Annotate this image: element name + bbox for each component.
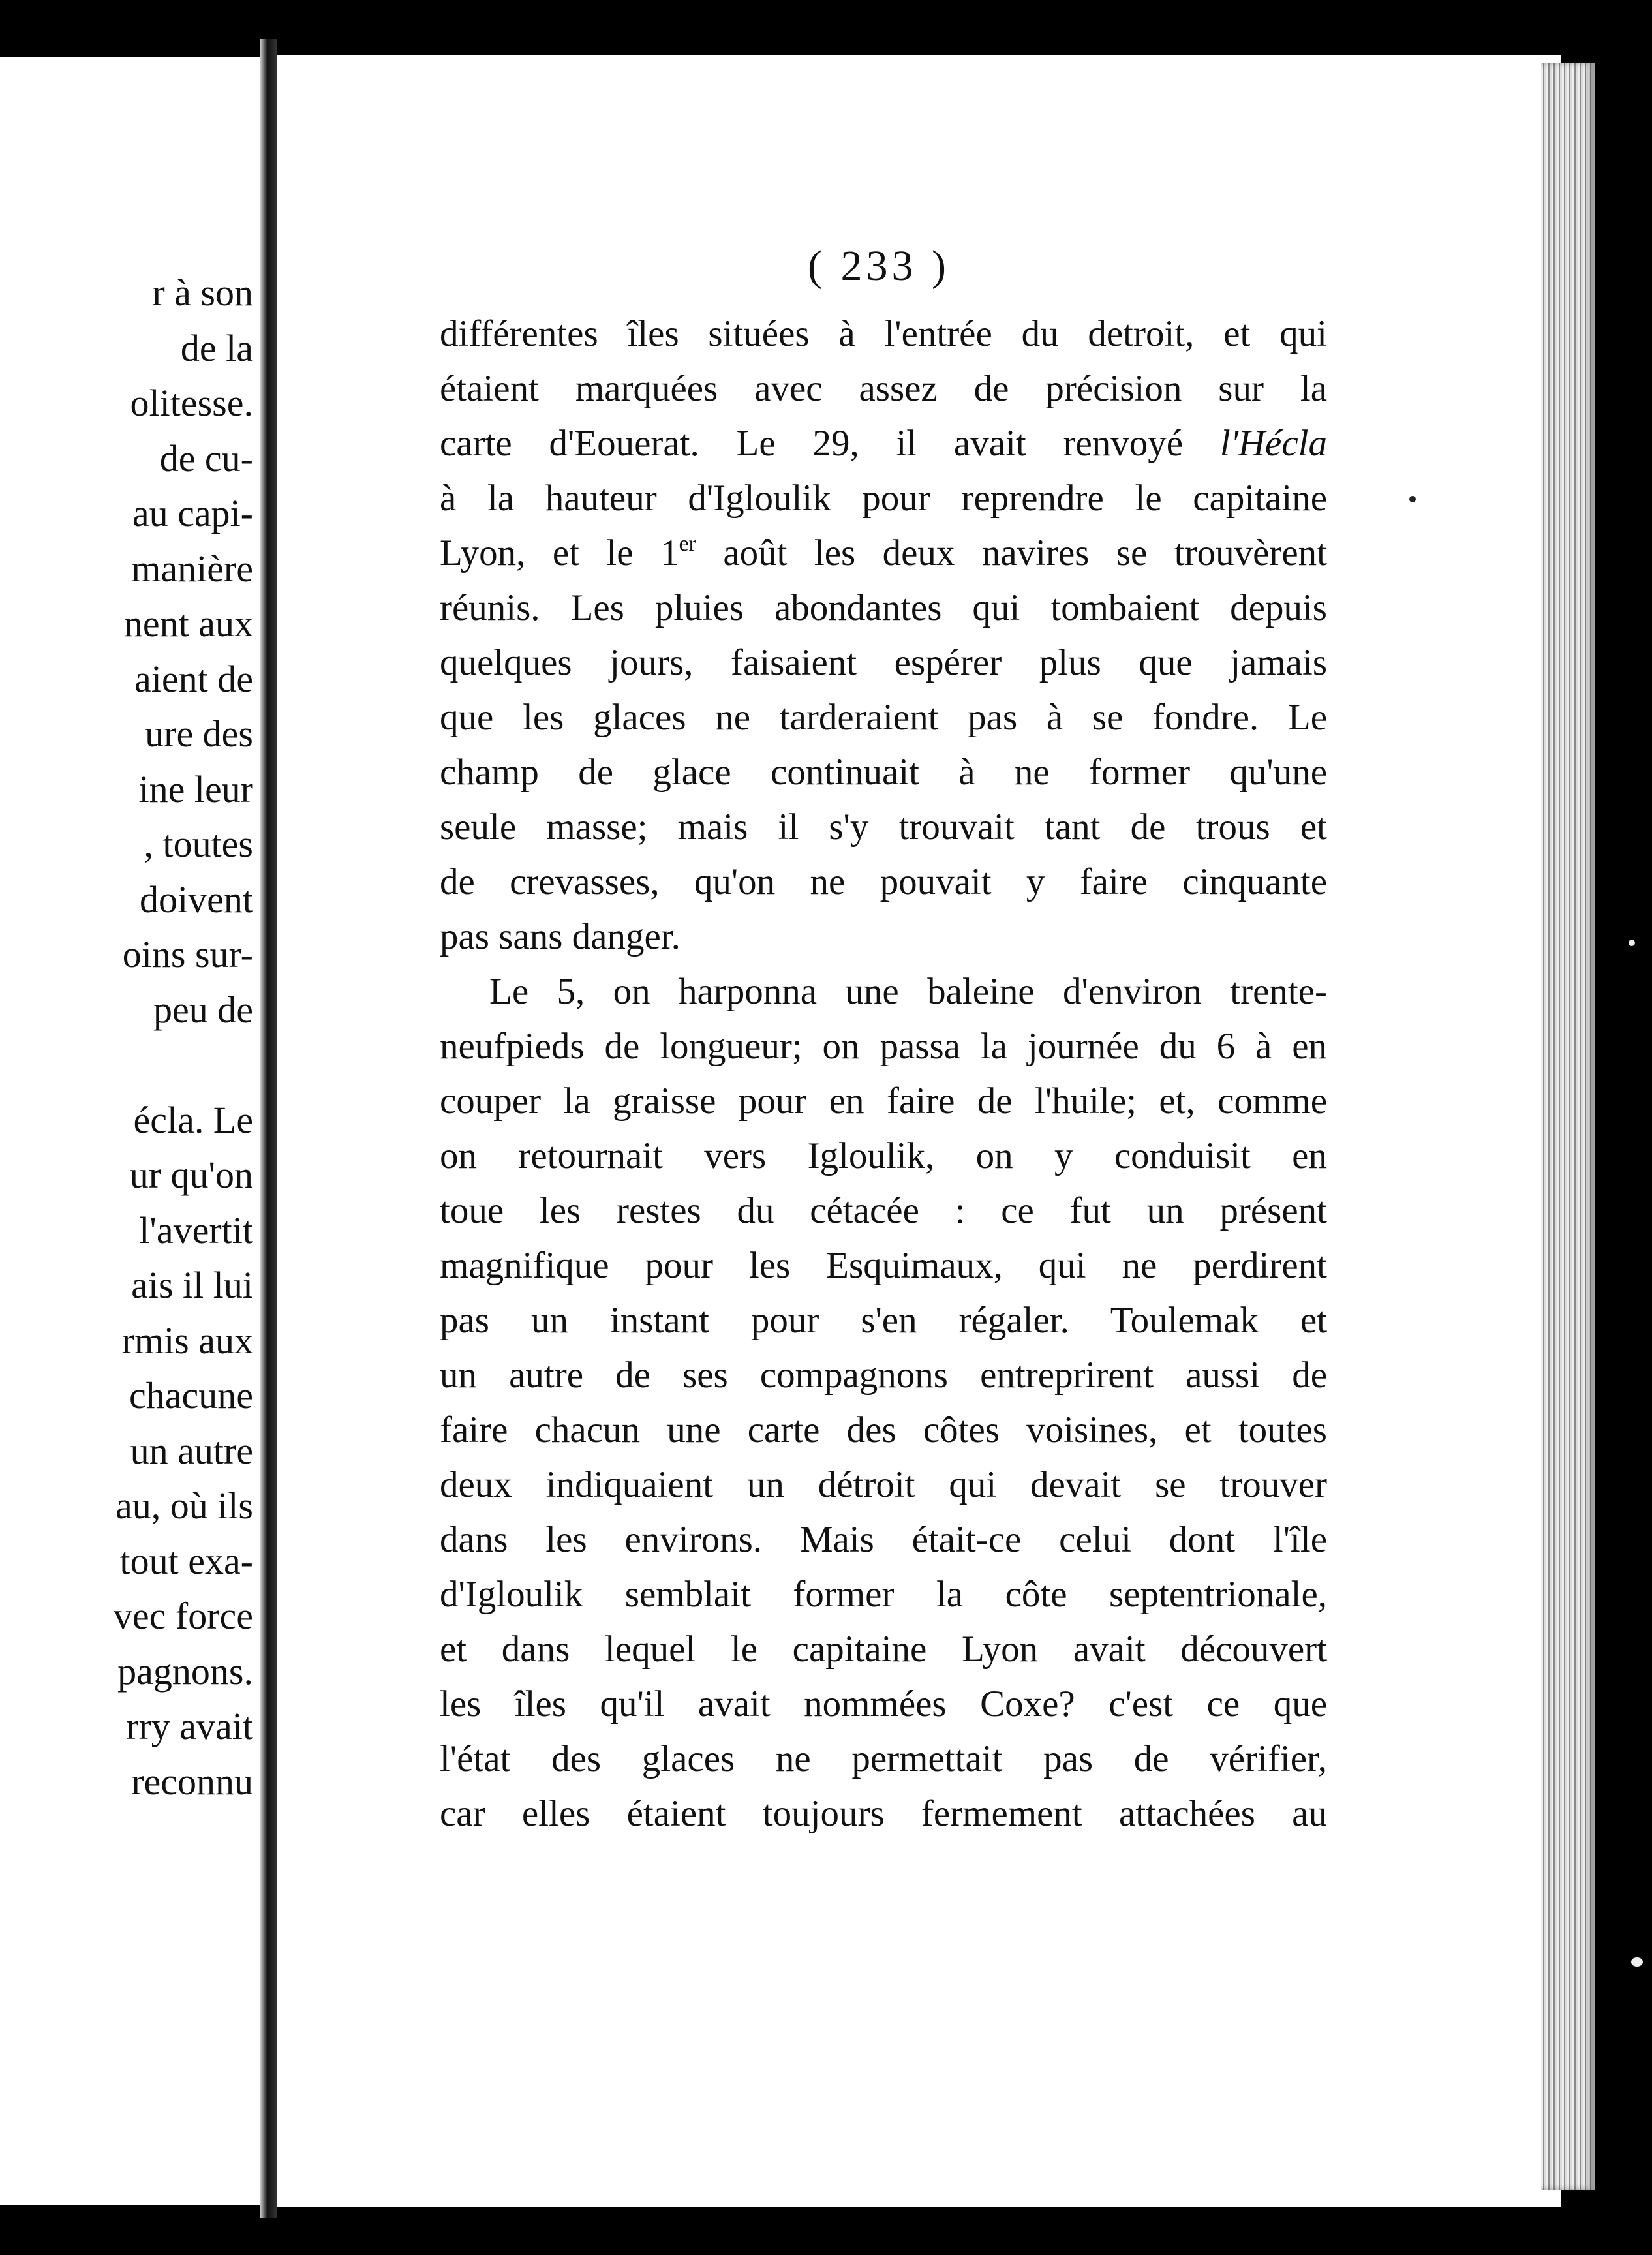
left-facing-page: [0, 57, 266, 2205]
left-page-line: pagnons.: [117, 1649, 253, 1693]
text-line-start: carte d'Eouerat. Le 29, il avait renvoyé: [440, 423, 1220, 464]
left-page-line: l'avertit: [139, 1208, 253, 1251]
text-line-end: août les deux navires se trouvèrent: [696, 532, 1327, 574]
text-line: magnifique pour les Esquimaux, qui ne perdirent: [440, 1245, 1327, 1286]
scan-speck: [1631, 1957, 1643, 1967]
left-page-line: aient de: [134, 657, 253, 700]
text-line: Le 5, on harponna une baleine d'environ trente-: [489, 971, 1327, 1012]
text-line-start: Lyon, et le 1: [440, 532, 679, 574]
text-line: de crevasses, qu'on ne pouvait y faire cinquante: [440, 861, 1327, 902]
left-page-line: ais il lui: [131, 1264, 253, 1306]
left-page-line: tout exa-: [119, 1539, 253, 1582]
left-page-line: de cu-: [159, 437, 253, 480]
scan-background: [1595, 0, 1652, 2255]
text-line: champ de glace continuait à ne former qu'une: [440, 752, 1327, 793]
text-line: différentes îles situées à l'entrée du detroit, et qui: [440, 313, 1327, 354]
left-page-line: rmis aux: [121, 1319, 253, 1362]
text-line: car elles étaient toujours fermement attachées au: [440, 1793, 1327, 1834]
text-line: quelques jours, faisaient espérer plus que jamais: [440, 642, 1327, 683]
left-page-line: au, où ils: [115, 1484, 253, 1527]
left-page-line: doivent: [140, 878, 253, 921]
text-line: couper la graisse pour en faire de l'huile; et, comme: [440, 1081, 1327, 1122]
text-line: faire chacun une carte des côtes voisines, et toutes: [440, 1409, 1327, 1450]
superscript-er: er: [679, 532, 696, 556]
text-line: dans les environs. Mais était-ce celui dont l'île: [440, 1519, 1327, 1560]
scan-speck: [1409, 496, 1416, 502]
text-line: pas sans danger.: [440, 916, 681, 957]
text-line: l'état des glaces ne permettait pas de vérifier,: [440, 1738, 1327, 1779]
left-page-line: rry avait: [126, 1705, 253, 1747]
left-page-line: peu de: [153, 988, 253, 1031]
left-page-line: ur qu'on: [129, 1154, 253, 1196]
page-edges: [1541, 63, 1595, 2190]
text-line: et dans lequel le capitaine Lyon avait découvert: [440, 1629, 1327, 1670]
left-page-line: de la: [180, 326, 253, 369]
left-page-line: olitesse.: [130, 382, 253, 424]
ship-name-hecla: l'Hécla: [1219, 423, 1327, 464]
body-text: [440, 307, 1327, 1841]
text-line: d'Igloulik semblait former la côte septentrionale,: [440, 1574, 1327, 1615]
text-line: les îles qu'il avait nommées Coxe? c'est ce que: [440, 1683, 1327, 1725]
text-line: neufpieds de longueur; on passa la journée du 6 à en: [440, 1026, 1327, 1067]
text-line: seule masse; mais il s'y trouvait tant de trous et: [440, 806, 1327, 848]
left-page-line: r à son: [152, 271, 253, 314]
text-line: deux indiquaient un détroit qui devait se trouver: [440, 1464, 1327, 1505]
page-number: ( 233 ): [808, 242, 950, 290]
left-page-line: manière: [131, 547, 253, 590]
text-line: étaient marquées avec assez de précision sur la: [440, 368, 1327, 409]
left-page-line: au capi-: [132, 492, 253, 534]
book-gutter: [260, 39, 277, 2218]
left-page-line: chacune: [129, 1374, 253, 1417]
text-line: à la hauteur d'Igloulik pour reprendre le capitaine: [440, 478, 1327, 519]
left-page-line: oins sur-: [122, 933, 253, 975]
left-page-line: nent aux: [123, 602, 253, 645]
text-line: [440, 416, 1327, 471]
left-page-line: écla. Le: [133, 1098, 253, 1141]
text-line: que les glaces ne tarderaient pas à se fondre. Le: [440, 697, 1327, 738]
left-page-line: un autre: [130, 1429, 253, 1472]
text-line: un autre de ses compagnons entreprirent aussi de: [440, 1355, 1327, 1396]
left-page-line: vec force: [113, 1595, 253, 1637]
left-page-line: ine leur: [138, 767, 253, 810]
left-page-line: reconnu: [131, 1760, 253, 1803]
text-line: réunis. Les pluies abondantes qui tombaient depuis: [440, 587, 1327, 628]
left-page-line: ure des: [145, 713, 253, 755]
text-line: pas un instant pour s'en régaler. Toulemak et: [440, 1300, 1327, 1341]
text-line: [440, 526, 1327, 581]
left-page-line: , toutes: [144, 823, 253, 865]
text-line: on retournait vers Igloulik, on y conduisit en: [440, 1135, 1327, 1176]
text-line: toue les restes du cétacée : ce fut un présent: [440, 1190, 1327, 1231]
scan-speck: [1629, 940, 1635, 946]
